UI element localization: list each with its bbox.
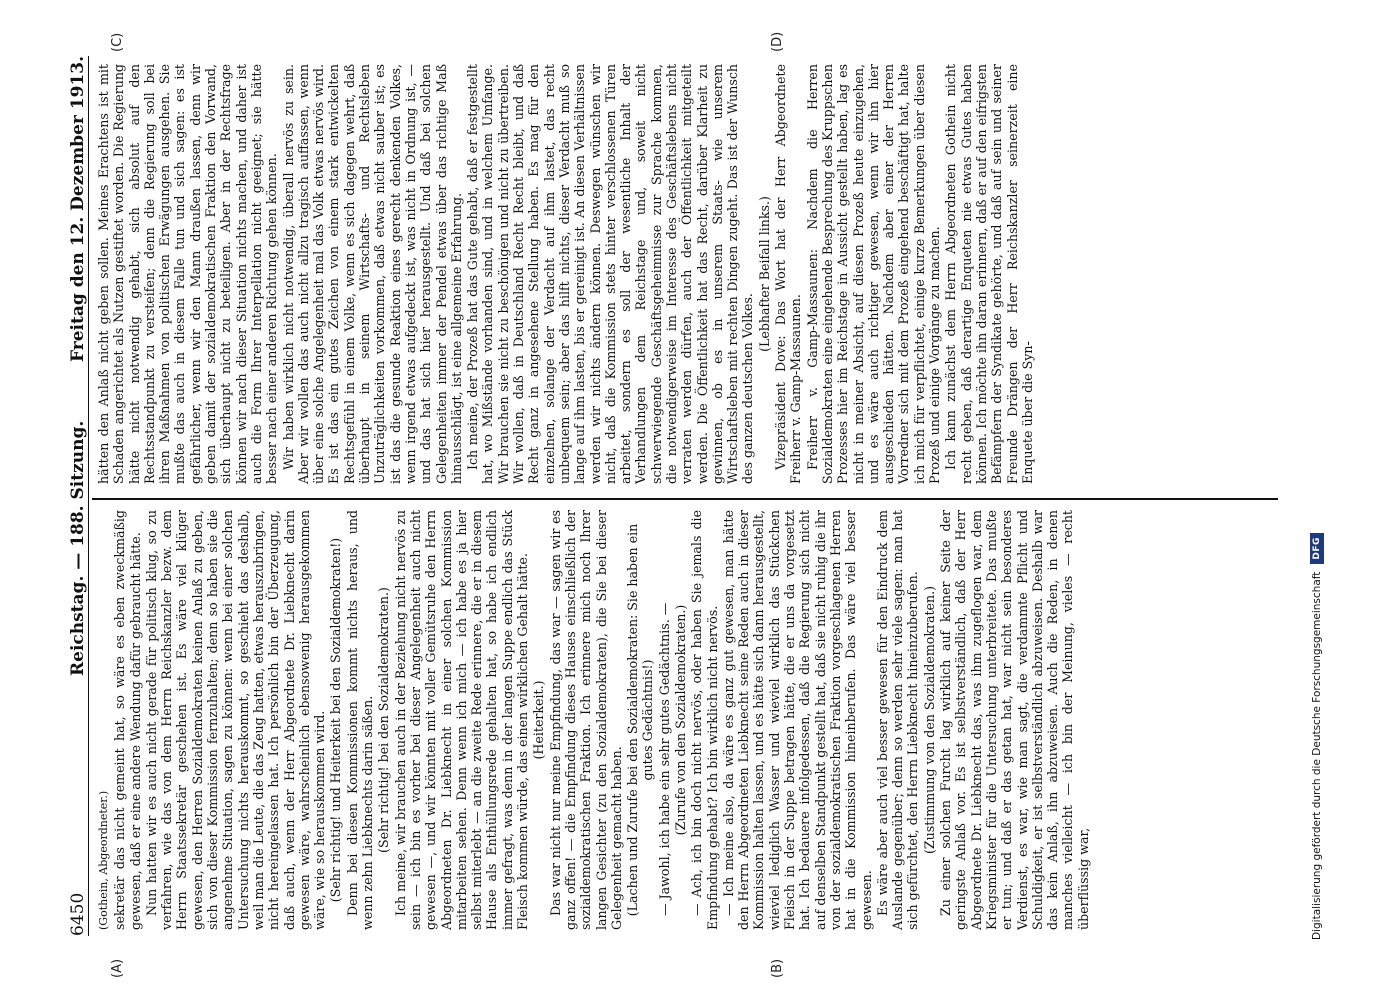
left-column: [96, 510, 1092, 930]
session-date: Freitag den 12. Dezember 1913.: [68, 56, 88, 362]
margin-marker-b: (B): [770, 958, 785, 978]
paragraph: hätten den Anlaß nicht geben sollen. Meines Erachtens ist mit Schaden angerichtet als Nutzen gestiftet worden. Die Regierung hätte nicht notwendig gehabt, sich absolut auf den Rechtsstandpunkt zu versteifen; denn die Regierung soll bei ihren Maßnahmen von politischen Erwägungen ausgehen. Sie mußte das auch in diesem Falle tun und sich sagen: es ist gefährlicher, wenn wir den Mann draußen lassen, denn wir geben damit der sozialdemokratischen Fraktion den Vorwand, sich überhaupt nicht zu beteiligen. Aber in der Rechtsfrage können wir nach dieser Situation nichts machen, und daher ist auch die Form Ihrer Interpellation nicht geeignet; sie hätte besser nach einer anderen Richtung gehen können.: [96, 64, 280, 484]
paragraph: — Ich meine also, da wäre es ganz gut gewesen, man hätte den Herrn Abgeordneten Liebknecht seine Reden auch in dieser Kommission halten lassen, und es hätte sich dann herausgestellt, wieviel lediglich Wasser und wieviel wirklich das Stückchen Fleisch in der Suppe betragen hätte, die er uns da vorgesetzt hat. Ich bedauere infolgedessen, daß die Regierung sich nicht auf denselben Standpunkt gestellt hat, daß sie nicht ruhig die ihr von der sozialdemokratischen Fraktion vorgeschlagenen Herren hat in die Kommission hineinberufen. Das wäre viel besser gewesen.: [720, 510, 874, 930]
margin-marker-a: (A): [110, 958, 125, 978]
paragraph: Ich meine, wir brauchen auch in der Beziehung nicht nervös zu sein — ich bin es vorher bei dieser Angelegenheit auch nicht gewesen —, und wir könnten mit voller Gemütsruhe den Herrn Abgeordneten Dr. Liebknecht in einer solchen Kommission mitarbeiten sehen. Denn wenn ich mich — ich habe es ja hier selbst miterlebt — an die zweite Rede erinnere, die er in diesem Hause als Enthüllungsrede gehalten hat, so habe ich endlich immer gefragt, was denn in der langen Suppe endlich das Stück Fleisch kommen würde, das einen wirklichen Gehalt hätte.: [392, 510, 531, 930]
column-divider: [92, 498, 1278, 500]
interjection: (Lachen und Zurufe bei den Sozialdemokraten: Sie haben ein gutes Gedächtnis!): [625, 523, 656, 917]
right-column: [96, 64, 1036, 484]
paragraph: sekretär das nicht gemeint hat, so wäre es eben zweckmäßig gewesen, daß er eine andere Wendung dafür gebraucht hätte.: [112, 510, 143, 930]
paragraph: Nun hatten wir es auch nicht gerade für politisch klug, so zu verfahren, wie das von dem Herrn Reichskanzler bezw. dem Herrn Staatssekretär geschehen ist. Es wäre viel klüger gewesen, den Herren Sozialdemokraten keinen Anlaß zu geben, sich von dieser Kommission fernzuhalten; denn so haben sie die angenehme Situation, sagen zu können: wenn bei einer solchen Untersuchung nichts herauskommt, so geschieht das deshalb, weil man die Leute, die das Zeug hatten, etwas herauszubringen, nicht hereingelassen hat. Ich persönlich bin der Überzeugung, daß auch, wenn der Herr Abgeordnete Dr. Liebknecht darin gewesen wäre, wahrscheinlich ebensowenig herausgekommen wäre, wie so herauskommen wird.: [143, 510, 328, 930]
session-title: Reichstag. — 188. Sitzung.: [68, 420, 88, 676]
interjection: (Sehr richtig! bei den Sozialdemokraten.): [376, 587, 392, 853]
digitization-credit: [1310, 120, 1324, 940]
paragraph: Das war nicht nur meine Empfindung, das war — sagen wir es ganz offen! — die Empfindung dieses Hauses einschließlich der sozialdemokratischen Fraktion. Ich erinnere mich noch Ihrer langen Gesichter (zu den Sozialdemokraten), die Sie bei dieser Gelegenheit gemacht haben.: [547, 510, 624, 930]
dfg-logo: DFG: [1310, 533, 1324, 564]
paragraph: Zu einer solchen Furcht lag wirklich auf keiner Seite der geringste Anlaß vor. Es ist selbstverständlich, daß der Herr Abgeordnete Dr. Liebknecht das, was ihm zugeflogen war, dem Kriegsminister für die Untersuchung unterbreitete. Das mußte er tun; und daß er das getan hat, war nicht sein besonderes Verdienst, es war, wie man sagt, die verdammte Pflicht und Schuldigkeit, er ist selbstverständlich abzuweisen. Deshalb war das kein Anlaß, ihn abzuweisen. Auch die Reden, in denen manches vielleicht — ich bin der Meinung, vieles — recht überflüssig war,: [938, 510, 1091, 930]
paragraph: Ich kann zunächst dem Herrn Abgeordneten Gothein nicht recht geben, daß derartige Enqueten nie etwas Gutes haben können. Ich möchte ihn daran erinnern, daß er auf den eifrigsten Befämpfern der Syndikate gehörte, und daß auf sein und seiner Freunde Drängen der Herr Reichskanzler seinerzeit eine Enquete über die Syn-: [943, 64, 1035, 484]
interjection: (Lebhafter Beifall links.): [756, 196, 772, 352]
interjection: (Zustimmung von den Sozialdemokraten.): [921, 585, 937, 855]
paragraph: — Ach, ich bin doch nicht nervös, oder haben Sie jemals die Empfindung gehabt? Ich bin wirklich nicht nervös.: [689, 510, 720, 930]
paragraph: Es wäre aber auch viel besser gewesen für den Eindruck dem Auslande gegenüber; denn so werden sehr viele sagen: man hat sich gefürchtet, den Herrn Liebknecht hineinzuberufen.: [874, 510, 921, 930]
speaker-attribution: (Gothein, Abgeordneter.): [97, 790, 110, 930]
page-number: 6450: [68, 892, 88, 936]
margin-marker-c: (C): [110, 32, 125, 52]
paragraph: Vizepräsident Dove: Das Wort hat der Herr Abgeordnete Freiherr v. Gamp-Massaunen.: [773, 64, 804, 484]
interjection: (Zurufe von den Sozialdemokraten.): [672, 604, 688, 836]
paragraph: Freiherr v. Gamp-Massaunen: Nachdem die Herren Sozialdemokraten eine eingehende Besprechung des Kruppschen Prozesses hier im Reichstage in Aussicht gestellt haben, lag es nicht in meiner Absicht, auf diesen Prozeß heute einzugehen, und es wäre auch richtiger gewesen, wenn wir ihn hier ausgeschieden hätten. Nachdem aber einer der Herren Vorredner sich mit dem Prozeß eingehend beschäftigt hat, halte ich mich für verpflichtet, einige kurze Bemerkungen über diesen Prozeß und einige Vorgänge zu machen.: [804, 64, 943, 484]
interjection: (Heiterkeit.): [531, 680, 547, 760]
margin-marker-d: (D): [770, 31, 785, 52]
paragraph: Wir haben wirklich nicht notwendig, überall nervös zu sein. Aber wir wollen das auch nicht allzu tragisch auffassen, wenn über eine solche Angelegenheit mal das Volk etwas nervös wird. Es ist das ein gutes Zeichen von einem stark entwickelten Rechtsgefühl in einem Volke, wenn es sich dagegen wehrt, daß überhaupt in seinem Wirtschafts- und Rechtsleben Unzuträglichkeiten vorkommen, daß etwas nicht sauber ist; es ist das die gesunde Reaktion eines gerecht denkenden Volkes, wenn irgend etwas aufgedeckt ist, was nicht in Ordnung ist, — und das hat sich hier herausgestellt. Und daß bei solchen Gelegenheiten immer der Pendel etwas über das richtige Maß hinausschlägt, ist eine allgemeine Erfahrung.: [280, 64, 464, 484]
paragraph: Denn bei diesen Kommissionen kommt nichts heraus, und wenn zehn Liebknechts darin säßen.: [344, 510, 376, 930]
paragraph: — Jawohl, ich habe ein sehr gutes Gedächtnis. —: [656, 602, 672, 916]
page-header: [60, 56, 89, 936]
paragraph: Ich meine, der Prozeß hat das Gute gehabt, daß er festgestellt hat, wo Mißstände vorhanden sind, und in welchem Umfange. Wir brauchen sie nicht zu beschönigen und nicht zu übertreiben. Wir wollen, daß in Deutschland Recht Recht bleibt, und daß Recht ganz in angesehene Stellung haben. Es mag für den einzelnen, solange der Verdacht auf ihm lastet, das recht unbequem sein; aber das hilft nichts, dieser Verdacht muß so lange auf ihm lasten, bis er gereinigt ist. An diesen Verhältnissen werden wir nichts ändern können. Deswegen wünschen wir nicht, daß die Kommission stets hinter verschlossenen Türen arbeitet, sondern es soll der wesentliche Inhalt der Verhandlungen dem Reichstage und, soweit nicht schwerwiegende Geschäftsgeheimnisse zur Sprache kommen, die notwendigerweise im Interesse des Geschäftslebens nicht verraten werden dürfen, auch der Öffentlichkeit mitgeteilt werden. Die Öffentlichkeit hat das Recht, darüber Klarheit zu gewinnen, ob es in unserem Staats- wie unserem Wirtschaftsleben mit rechten Dingen zugeht. Das ist der Wunsch des ganzen deutschen Volkes.: [465, 64, 756, 484]
interjection: (Sehr richtig! und Heiterkeit bei den Sozialdemokraten!): [328, 537, 344, 903]
credit-text: Digitalisierung gefördert durch die Deutsche Forschungsgemeinschaft: [1311, 571, 1323, 940]
